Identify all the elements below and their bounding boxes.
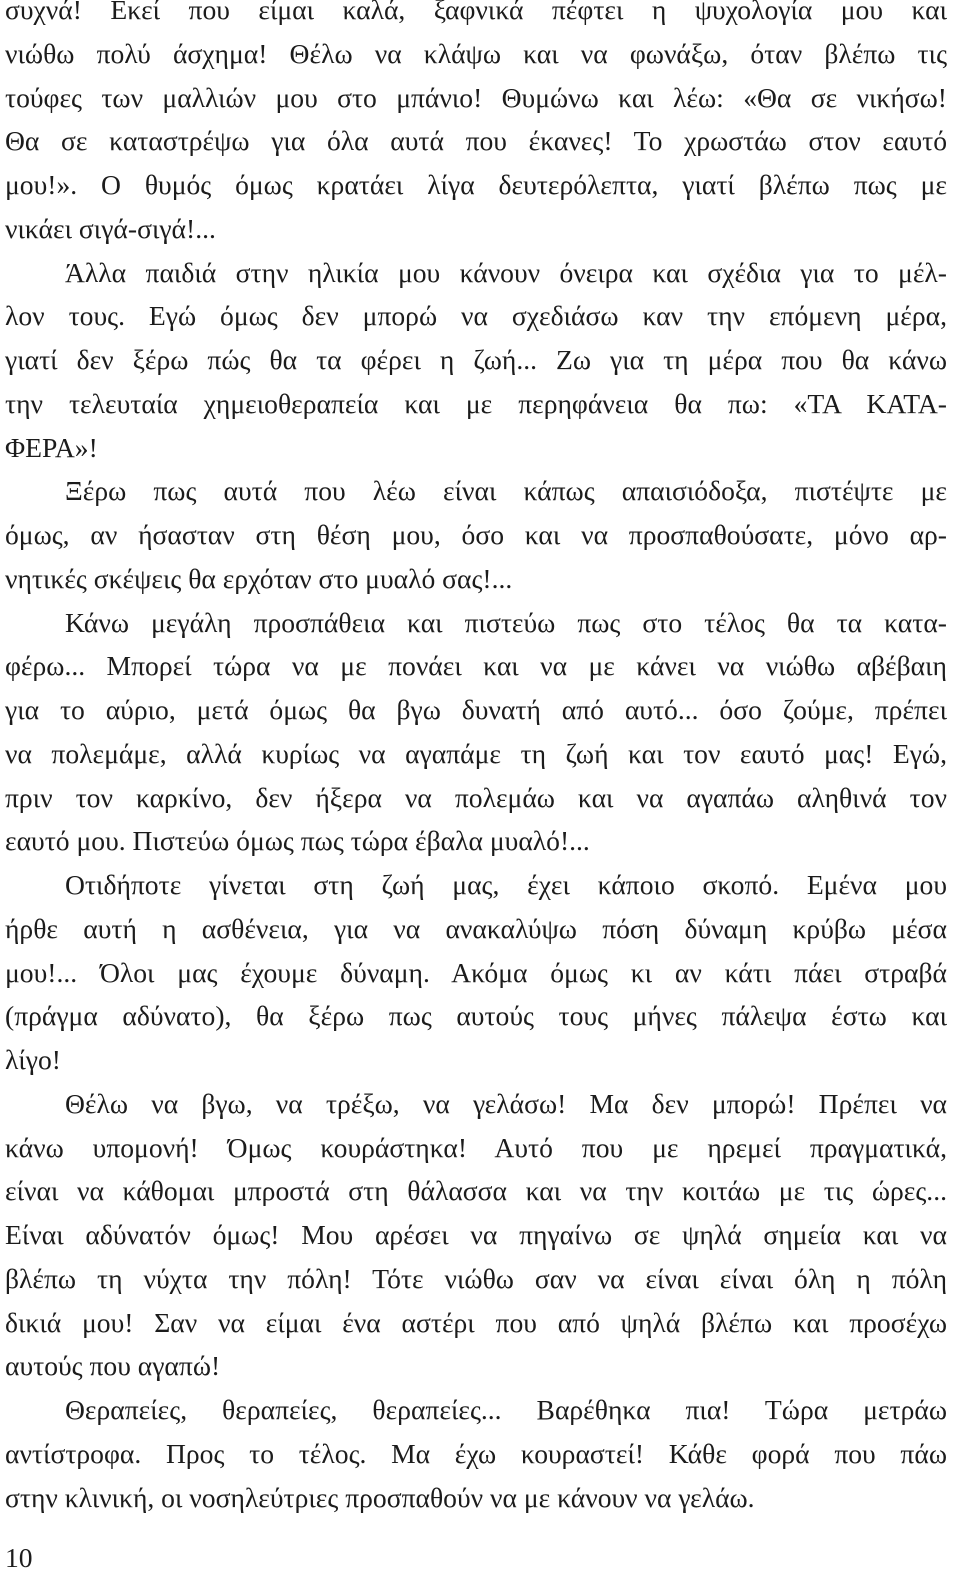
text-line: Κάνω μεγάλη προσπάθεια και πιστεύω πως στο τέλος θα τα κατα- bbox=[65, 606, 947, 638]
text-line: ήρθε αυτή η ασθένεια, για να ανακαλύψω πόση δύναμη κρύβω μέσα bbox=[5, 912, 947, 944]
text-line: να πολεμάμε, αλλά κυρίως να αγαπάμε τη ζωή και τον εαυτό μας! Εγώ, bbox=[5, 737, 947, 769]
text-line: συχνά! Εκεί που είμαι καλά, ξαφνικά πέφτει η ψυχολογία μου και bbox=[5, 0, 947, 25]
text-line: Είναι αδύνατόν όμως! Μου αρέσει να πηγαίνω σε ψηλά σημεία και να bbox=[5, 1219, 947, 1250]
text-line: νητικές σκέψεις θα ερχόταν στο μυαλό σας!... bbox=[5, 562, 513, 594]
paragraph bbox=[5, 1388, 947, 1519]
text-line: δικιά μου! Σαν να είμαι ένα αστέρι που από ψηλά βλέπω και προσέχω bbox=[5, 1306, 947, 1338]
text-line: Ξέρω πως αυτά που λέω είναι κάπως απαισιόδοξα, πιστέψτε με bbox=[65, 475, 947, 507]
text-line: νικάει σιγά-σιγά!... bbox=[5, 212, 216, 244]
page-number: 10 bbox=[5, 1542, 33, 1573]
text-line: τούφες των μαλλιών μου στο μπάνιο! Θυμώνω και λέω: «Θα σε νικήσω! bbox=[5, 81, 947, 113]
text-line: για το αύριο, μετά όμως θα βγω δυνατή από αυτό... όσο ζούμε, πρέπει bbox=[5, 694, 947, 725]
text-line: (πράγμα αδύνατο), θα ξέρω πως αυτούς τους μήνες πάλεψα έστω και bbox=[5, 1000, 947, 1032]
text-line: Θέλω να βγω, να τρέξω, να γελάσω! Μα δεν μπορώ! Πρέπει να bbox=[65, 1087, 947, 1119]
text-line: είναι να κάθομαι μπροστά στη θάλασσα και να την κοιτάω με τις ώρες... bbox=[5, 1175, 947, 1207]
text-line: λον τους. Εγώ όμως δεν μπορώ να σχεδιάσω καν την επόμενη μέρα, bbox=[5, 300, 947, 332]
body-text bbox=[5, 0, 947, 1519]
text-line: γιατί δεν ξέρω πώς θα τα φέρει η ζωή... Ζω για τη μέρα που θα κάνω bbox=[5, 344, 947, 375]
text-line: εαυτό μου. Πιστεύω όμως πως τώρα έβαλα μυαλό!... bbox=[5, 825, 590, 857]
paragraph bbox=[5, 251, 947, 470]
text-line: ΦΕΡΑ»! bbox=[5, 431, 98, 463]
text-line: αντίστροφα. Προς το τέλος. Μα έχω κουραστεί! Κάθε φορά που πάω bbox=[5, 1437, 947, 1469]
paragraph bbox=[5, 601, 947, 864]
text-line: στην κλινική, οι νοσηλεύτριες προσπαθούν να με κάνουν να γελάω. bbox=[5, 1481, 755, 1513]
text-line: Θεραπείες, θεραπείες, θεραπείες... Βαρέθηκα πια! Τώρα μετράω bbox=[65, 1394, 947, 1425]
text-line: Θα σε καταστρέψω για όλα αυτά που έκανες! Το χρωστάω στον εαυτό bbox=[5, 125, 947, 157]
text-line: Οτιδήποτε γίνεται στη ζωή μας, έχει κάποιο σκοπό. Εμένα μου bbox=[65, 869, 947, 900]
text-line: κάνω υπομονή! Όμως κουράστηκα! Αυτό που με ηρεμεί πραγματικά, bbox=[5, 1131, 947, 1163]
text-line: όμως, αν ήσασταν στη θέση μου, όσο και να προσπαθούσατε, μόνο αρ- bbox=[5, 519, 947, 550]
text-line: μου!». Ο θυμός όμως κρατάει λίγα δευτερόλεπτα, γιατί βλέπω πως με bbox=[5, 169, 947, 200]
text-line: πριν τον καρκίνο, δεν ήξερα να πολεμάω και να αγαπάω αληθινά τον bbox=[5, 781, 947, 813]
text-line: αυτούς που αγαπώ! bbox=[5, 1350, 221, 1382]
paragraph bbox=[5, 0, 947, 251]
paragraph bbox=[5, 469, 947, 600]
text-line: νιώθω πολύ άσχημα! Θέλω να κλάψω και να φωνάξω, όταν βλέπω τις bbox=[5, 37, 947, 69]
text-line: λίγο! bbox=[5, 1044, 61, 1075]
text-line: φέρω... Μπορεί τώρα να με πονάει και να με κάνει να νιώθω αβέβαιη bbox=[5, 650, 947, 682]
paragraph bbox=[5, 1082, 947, 1388]
text-line: την τελευταία χημειοθεραπεία και με περηφάνεια θα πω: «ΤΑ ΚΑΤΑ- bbox=[5, 387, 947, 419]
text-line: μου!... Όλοι μας έχουμε δύναμη. Ακόμα όμως κι αν κάτι πάει στραβά bbox=[5, 956, 947, 988]
text-line: βλέπω τη νύχτα την πόλη! Τότε νιώθω σαν να είναι είναι όλη η πόλη bbox=[5, 1262, 947, 1294]
text-line: Άλλα παιδιά στην ηλικία μου κάνουν όνειρα και σχέδια για το μέλ- bbox=[65, 256, 947, 288]
paragraph bbox=[5, 863, 947, 1082]
